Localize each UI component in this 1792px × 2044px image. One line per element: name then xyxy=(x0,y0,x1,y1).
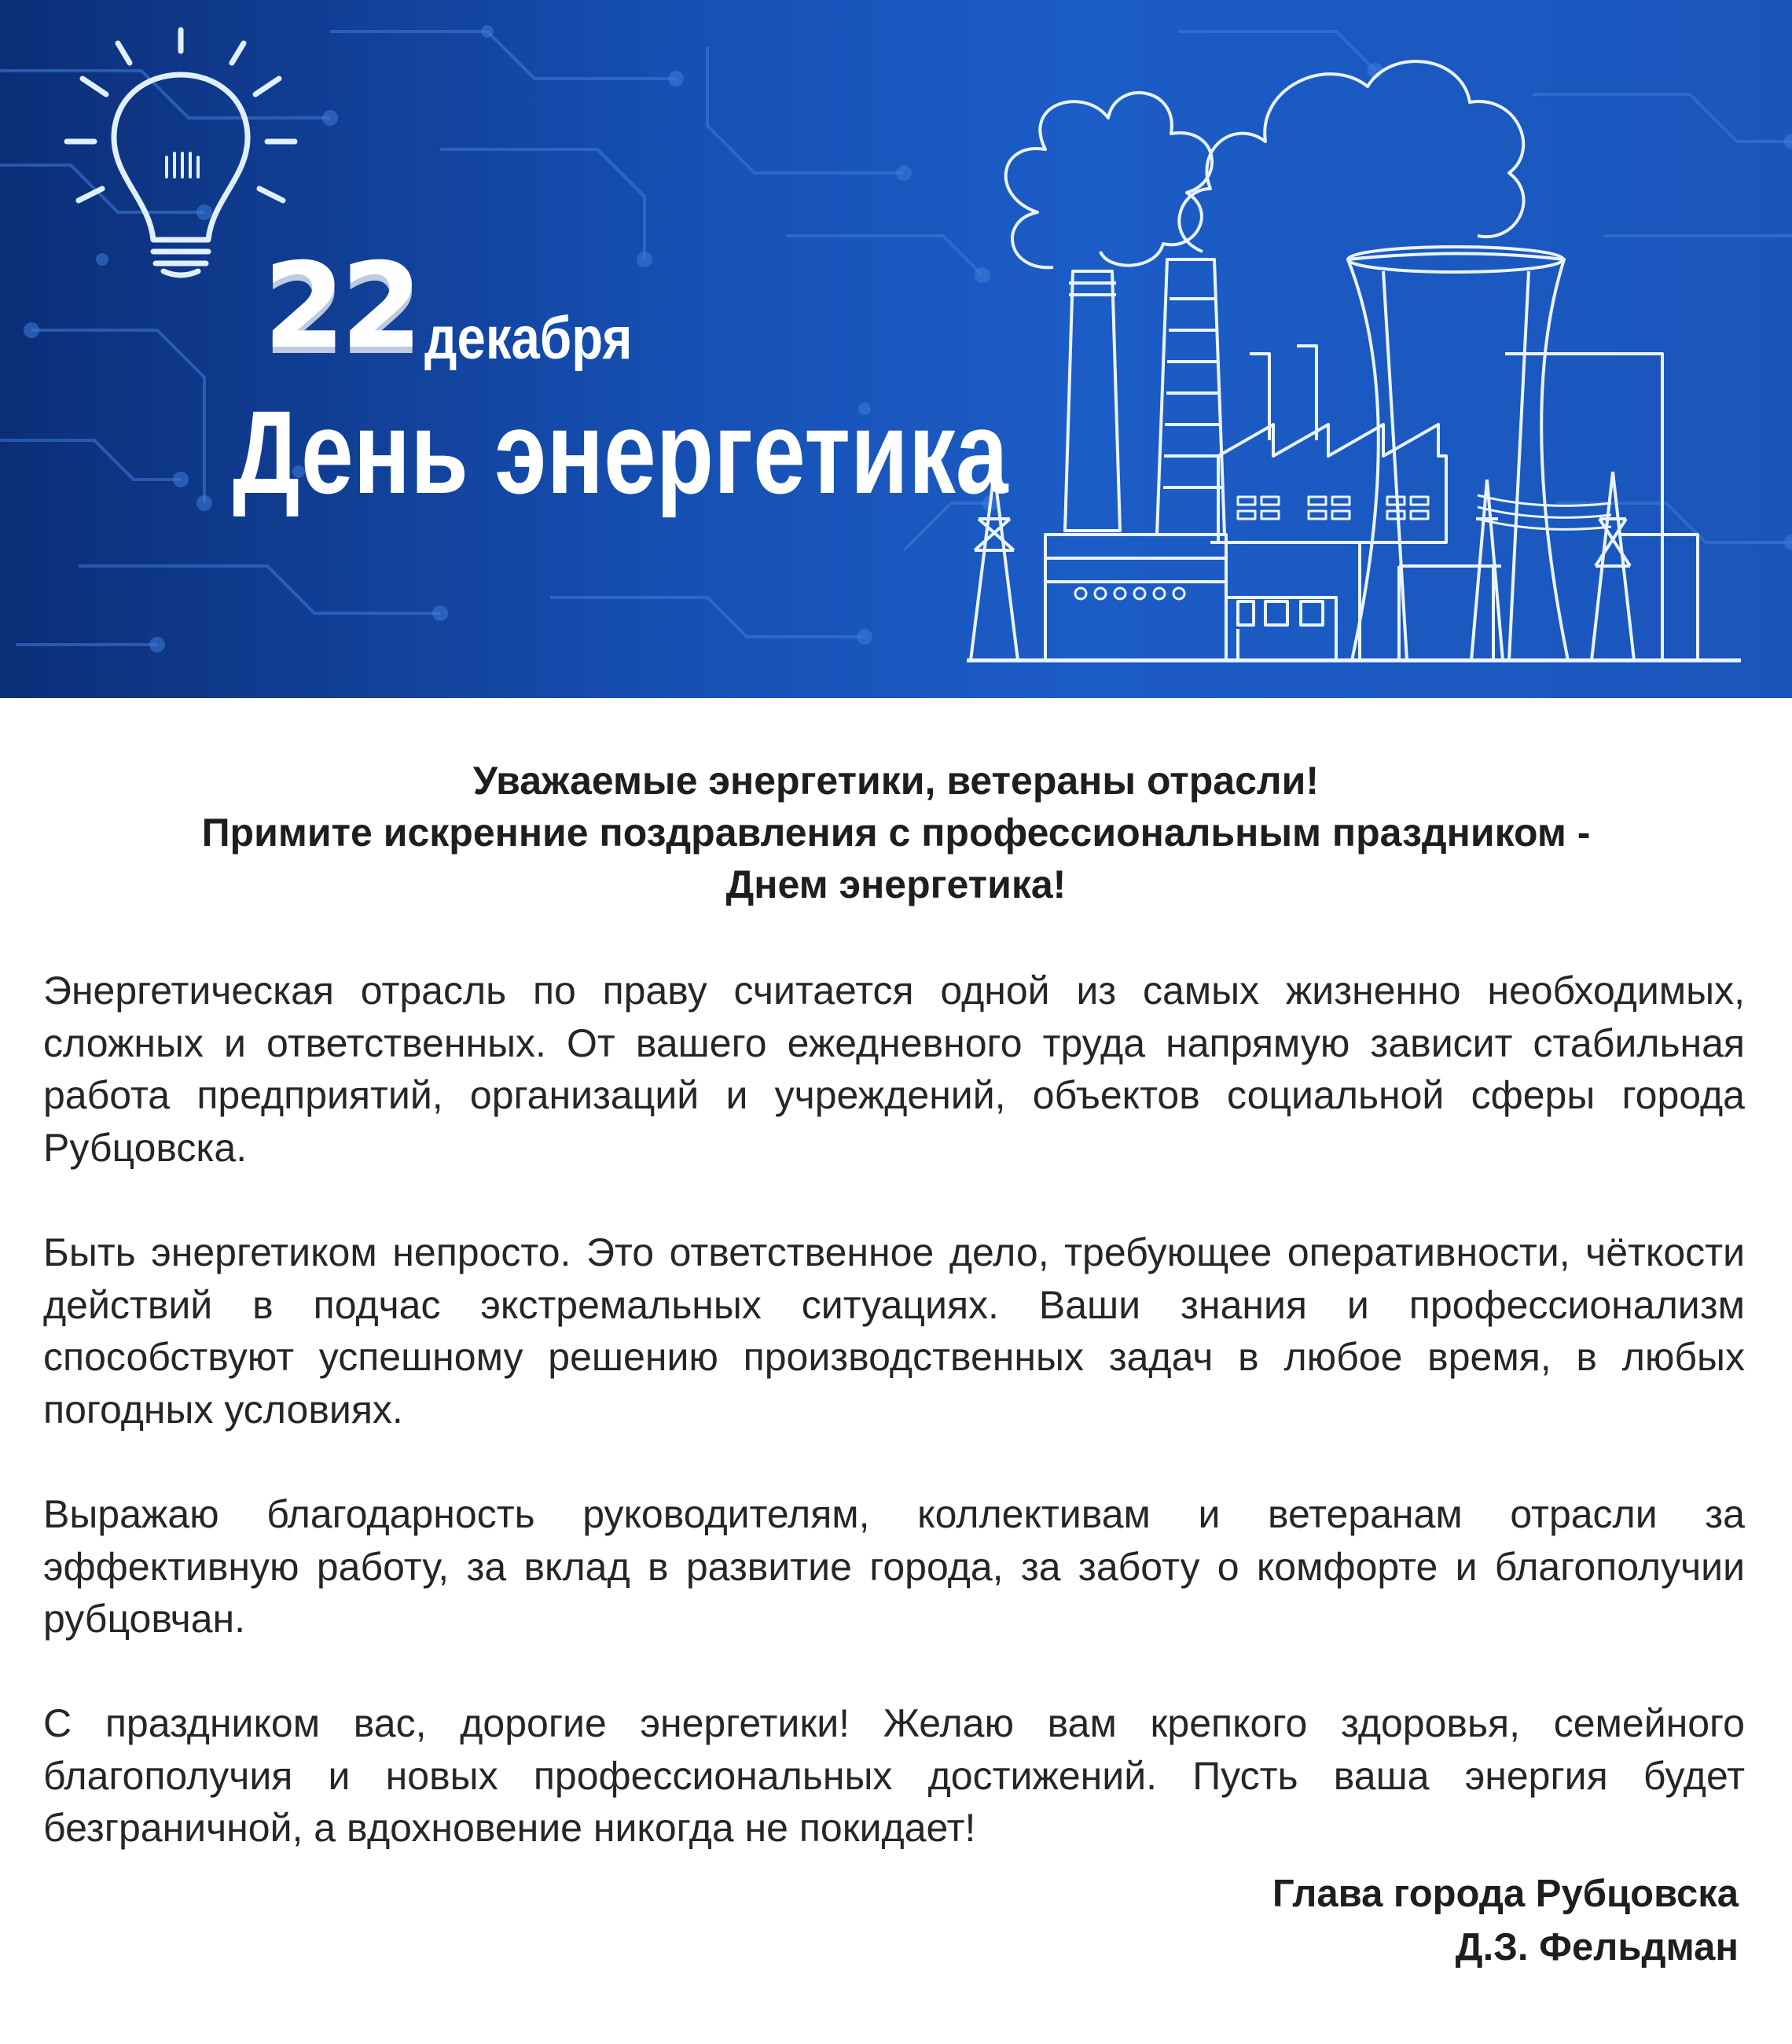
greeting-line-1: Уважаемые энергетики, ветераны отрасли! xyxy=(472,759,1320,803)
greeting-heading xyxy=(43,755,1749,910)
greeting-line-3: Днем энергетика! xyxy=(725,862,1067,906)
holiday-banner xyxy=(0,0,1792,698)
signature-position: Глава города Рубцовска xyxy=(1272,1873,1739,1915)
signature-name: Д.З. Фельдман xyxy=(1455,1926,1739,1969)
body-paragraph-4: С праздником вас, дорогие энергетики! Желаю вам крепкого здоровья, семейного благополучия и новых профессиональных достижений. Пусть ваша энергия будет безграничной, а вдохновение никогда не покидает! xyxy=(43,1701,1745,1850)
date-month: декабря xyxy=(424,305,633,372)
body-paragraph-3: Выражаю благодарность руководителям, коллективам и ветеранам отрасли за эффективную работу, за вклад в развитие города, за заботу о комфорте и благополучии рубцовчан. xyxy=(43,1492,1745,1641)
greeting-line-2: Примите искренние поздравления с профессиональным праздником - xyxy=(201,811,1591,855)
body-paragraph-1: Энергетическая отрасль по праву считается одной из самых жизненно необходимых, сложных и ответственных. От вашего ежедневного труда напрямую зависит стабильная работа предприятий, организаций и учреждений, объектов социальной сферы города Рубцовска. xyxy=(43,969,1745,1170)
signature-block xyxy=(1272,1867,1739,1974)
power-plant-illustration xyxy=(967,61,1741,660)
holiday-title: День энергетика xyxy=(233,386,1008,518)
date-number: 22 xyxy=(263,238,418,375)
body-paragraph-2: Быть энергетиком непросто. Это ответственное дело, требующее оперативности, чёткости действий в подчас экстремальных ситуациях. Ваши знания и профессионализм способствуют успешному решению производственных задач в любое время, в любых погодных условиях. xyxy=(43,1230,1745,1432)
light-bulb-icon xyxy=(67,30,295,275)
